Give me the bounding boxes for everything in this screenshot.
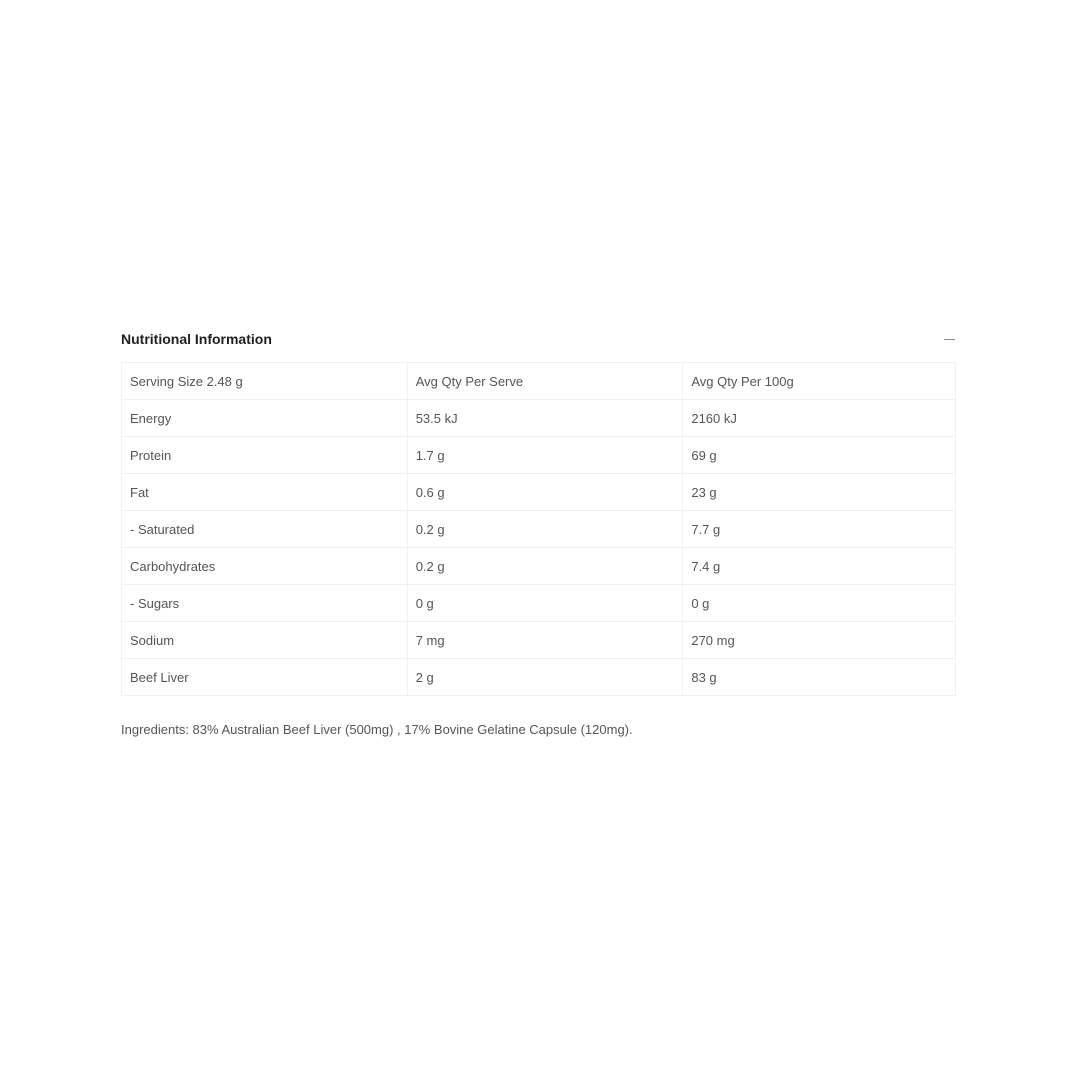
table-row	[122, 659, 956, 696]
nutrient-name: Protein	[122, 437, 408, 474]
section-header[interactable]	[121, 324, 956, 354]
header-per-100g: Avg Qty Per 100g	[683, 363, 956, 400]
table-row	[122, 622, 956, 659]
table-row	[122, 400, 956, 437]
per-100g-value: 23 g	[683, 474, 956, 511]
minus-icon[interactable]	[942, 332, 956, 346]
table-row	[122, 511, 956, 548]
nutrient-name: Beef Liver	[122, 659, 408, 696]
per-serve-value: 7 mg	[407, 622, 683, 659]
nutrient-name: Energy	[122, 400, 408, 437]
table-header-row	[122, 363, 956, 400]
per-serve-value: 1.7 g	[407, 437, 683, 474]
per-100g-value: 2160 kJ	[683, 400, 956, 437]
per-serve-value: 0 g	[407, 585, 683, 622]
table-row	[122, 437, 956, 474]
per-100g-value: 7.7 g	[683, 511, 956, 548]
per-100g-value: 7.4 g	[683, 548, 956, 585]
section-title: Nutritional Information	[121, 331, 272, 347]
nutrient-name: Carbohydrates	[122, 548, 408, 585]
nutrient-name: - Sugars	[122, 585, 408, 622]
per-serve-value: 2 g	[407, 659, 683, 696]
table-row	[122, 585, 956, 622]
table-row	[122, 474, 956, 511]
per-serve-value: 0.2 g	[407, 511, 683, 548]
per-serve-value: 53.5 kJ	[407, 400, 683, 437]
nutrient-name: - Saturated	[122, 511, 408, 548]
header-serving-size: Serving Size 2.48 g	[122, 363, 408, 400]
nutrition-section	[121, 324, 956, 737]
nutrition-table	[121, 362, 956, 696]
ingredients-text: Ingredients: 83% Australian Beef Liver (500mg) , 17% Bovine Gelatine Capsule (120mg).	[121, 722, 633, 737]
per-serve-value: 0.6 g	[407, 474, 683, 511]
nutrient-name: Sodium	[122, 622, 408, 659]
header-per-serve: Avg Qty Per Serve	[407, 363, 683, 400]
per-100g-value: 83 g	[683, 659, 956, 696]
per-100g-value: 270 mg	[683, 622, 956, 659]
per-serve-value: 0.2 g	[407, 548, 683, 585]
nutrient-name: Fat	[122, 474, 408, 511]
per-100g-value: 0 g	[683, 585, 956, 622]
per-100g-value: 69 g	[683, 437, 956, 474]
table-row	[122, 548, 956, 585]
